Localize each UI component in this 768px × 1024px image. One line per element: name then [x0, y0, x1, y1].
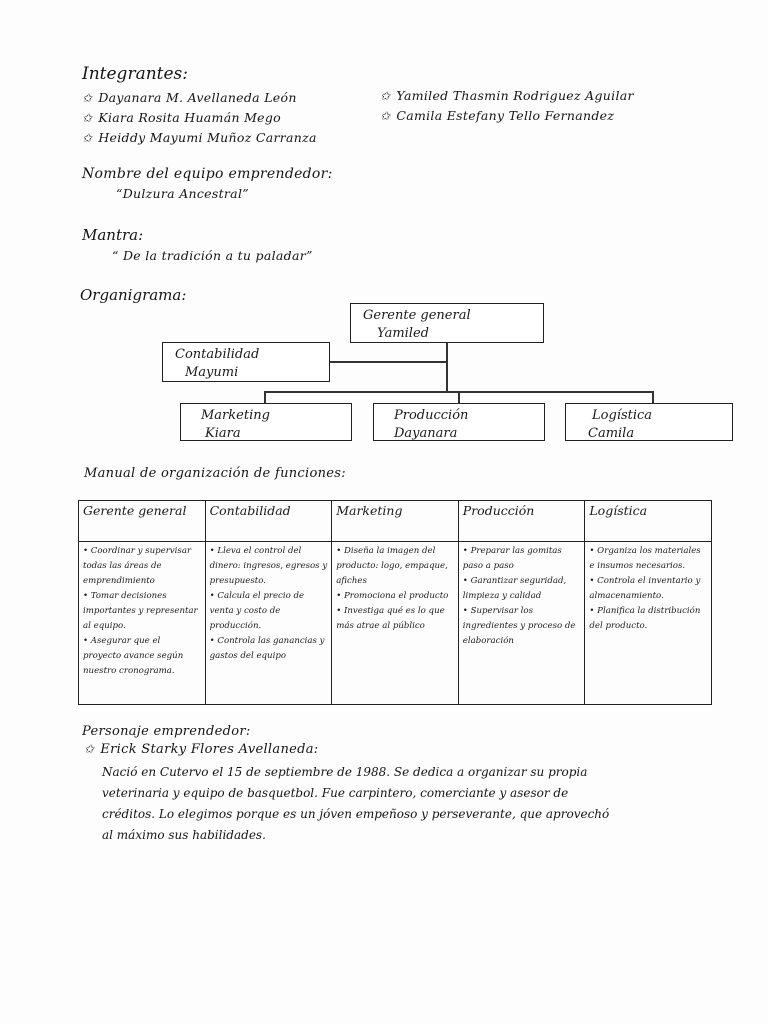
column-header: Producción [458, 501, 585, 542]
entrepreneur-label: Personaje emprendedor: [82, 724, 251, 739]
member-item: ✩ Kiara Rosita Huamán Mego [82, 110, 282, 125]
bio-line: veterinaria y equipo de basquetbol. Fue carpintero, comerciante y asesor de [102, 786, 569, 800]
table-cell [205, 542, 332, 705]
list-item: • Calcula el precio de venta y costo de producción. [209, 591, 305, 631]
list-item: • Lleva el control del dinero: ingresos, egresos y presupuesto. [209, 546, 328, 586]
table-cell [585, 542, 712, 705]
list-item: • Tomar decisiones importantes y representar al equipo. [83, 591, 198, 631]
mantra-text: “ De la tradición a tu paladar” [112, 248, 313, 263]
mantra-label: Mantra: [82, 226, 144, 244]
bio-line: Nació en Cutervo el 15 de septiembre de 1988. Se dedica a organizar su propia [102, 765, 588, 779]
list-item: • Diseña la imagen del producto: logo, empaque, afiches [336, 546, 448, 586]
table-cell [332, 542, 459, 705]
connector-line [264, 391, 266, 403]
column-header: Logística [585, 501, 712, 542]
list-item: • Planifica la distribución del producto. [589, 606, 701, 631]
team-name: “Dulzura Ancestral” [116, 186, 249, 201]
functions-table [78, 500, 712, 705]
member-item: ✩ Camila Estefany Tello Fernandez [380, 108, 615, 123]
org-chart-label: Organigrama: [80, 286, 187, 304]
org-node-production: Producción Dayanara [373, 403, 545, 441]
manual-label: Manual de organización de funciones: [84, 466, 346, 481]
table-row [79, 542, 712, 705]
bio-line: al máximo sus habilidades. [102, 828, 266, 842]
org-node-general-manager: Gerente general Yamiled [350, 303, 544, 343]
connector-line [446, 343, 448, 391]
member-item: ✩ Heiddy Mayumi Muñoz Carranza [82, 130, 317, 145]
member-item: ✩ Yamiled Thasmin Rodriguez Aguilar [380, 88, 634, 103]
list-item: • Organiza los materiales e insumos necesarios. [589, 546, 701, 571]
column-header: Contabilidad [205, 501, 332, 542]
star-icon: ✩ [82, 111, 93, 125]
entrepreneur-bio [102, 762, 609, 846]
list-item: • Supervisar los ingredientes y proceso de elaboración [462, 606, 576, 646]
list-item: • Promociona el producto [336, 591, 449, 601]
table-cell [79, 542, 206, 705]
column-header: Marketing [332, 501, 459, 542]
table-header-row [79, 501, 712, 542]
list-item: • Coordinar y supervisar todas las áreas de emprendimiento [83, 546, 192, 586]
list-item: • Preparar las gomitas paso a paso [462, 546, 562, 571]
connector-line [330, 361, 446, 363]
column-header: Gerente general [79, 501, 206, 542]
members-heading: Integrantes: [82, 64, 188, 84]
star-icon: ✩ [380, 109, 391, 123]
org-node-accounting: Contabilidad Mayumi [162, 342, 330, 382]
connector-line [458, 391, 460, 403]
entrepreneur-name: ✩ Erick Starky Flores Avellaneda: [84, 742, 319, 757]
connector-line [652, 391, 654, 403]
star-icon: ✩ [380, 89, 391, 103]
star-icon: ✩ [84, 742, 95, 756]
team-label: Nombre del equipo emprendedor: [82, 166, 333, 182]
org-node-logistics: Logística Camila [565, 403, 733, 441]
org-node-marketing: Marketing Kiara [180, 403, 352, 441]
list-item: • Asegurar que el proyecto avance según nuestro cronograma. [83, 636, 184, 676]
table-cell [458, 542, 585, 705]
list-item: • Controla el inventario y almacenamiento. [589, 576, 701, 601]
member-item: ✩ Dayanara M. Avellaneda León [82, 90, 297, 105]
star-icon: ✩ [82, 91, 93, 105]
bio-line: créditos. Lo elegimos porque es un jóven empeñoso y perseverante, que aprovechó [102, 807, 610, 821]
list-item: • Investiga qué es lo que más atrae al público [336, 606, 445, 631]
list-item: • Controla las ganancias y gastos del equipo [209, 636, 325, 661]
list-item: • Garantizar seguridad, limpieza y calidad [462, 576, 567, 601]
star-icon: ✩ [82, 131, 93, 145]
